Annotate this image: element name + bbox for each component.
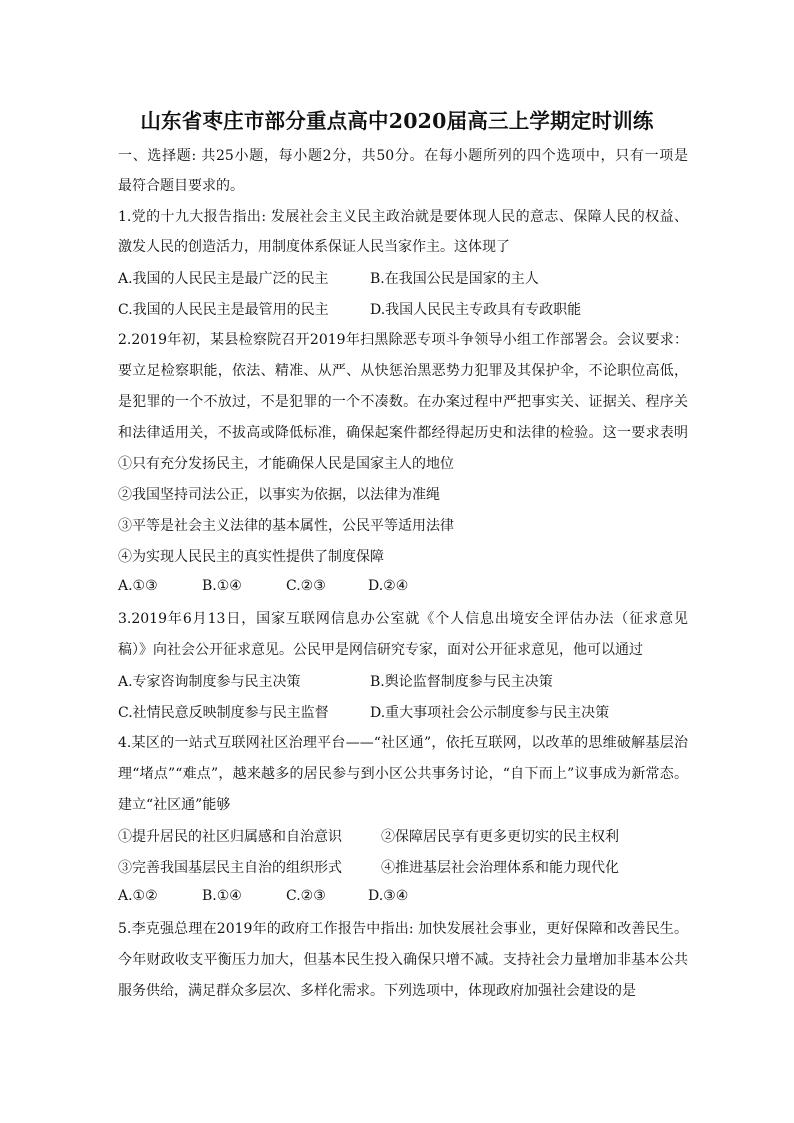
q3-option-a: A.专家咨询制度参与民主决策 [118,674,301,690]
q3-option-d: D.重大事项社会公示制度参与民主决策 [370,705,610,721]
q2-stem-line-3: 是犯罪的一个不放过，不是犯罪的一个不凑数。在办案过程中严把事实关、证据关、程序关 [118,394,688,410]
q4-statement-4: ④推进基层社会治理体系和能力现代化 [381,860,619,876]
section-instructions-line-2: 最符合题目要求的。 [118,178,244,194]
q2-statement-1: ①只有充分发扬民主，才能确保人民是国家主人的地位 [118,456,454,472]
q4-option-b: B.①④ [202,888,242,904]
q2-statement-3: ③平等是社会主义法律的基本属性，公民平等适用法律 [118,518,454,534]
q4-stem-line-2: 理“堵点”“难点”，越来越多的居民参与到小区公共事务讨论，“自下而上”议事成为新常态。 [118,766,688,782]
q2-option-a: A.①③ [118,578,158,594]
q4-statement-3: ③完善我国基层民主自治的组织形式 [118,860,342,876]
q1-option-c: C.我国的人民民主是最管用的民主 [118,302,329,318]
q3-option-c: C.社情民意反映制度参与民主监督 [118,705,329,721]
q1-option-a: A.我国的人民民主是最广泛的民主 [118,271,329,287]
q3-option-b: B.舆论监督制度参与民主决策 [370,674,553,690]
q2-statement-2: ②我国坚持司法公正，以事实为依据，以法律为准绳 [118,487,440,503]
q1-option-b: B.在我国公民是国家的主人 [370,271,539,287]
q4-option-d: D.③④ [368,888,409,904]
q4-option-a: A.①② [118,888,158,904]
q2-statement-4: ④为实现人民民主的真实性提供了制度保障 [118,549,384,565]
q5-stem-line-1: 5.李克强总理在2019年的政府工作报告中指出: 加快发展社会事业，更好保障和改善民生。 [118,921,688,937]
q2-option-d: D.②④ [368,578,409,594]
q4-stem-line-1: 4.某区的一站式互联网社区治理平台——“社区通”，依托互联网，以改革的思维破解基层治 [118,735,688,751]
q4-statement-1: ①提升居民的社区归属感和自治意识 [118,829,342,845]
q4-option-c: C.②③ [286,888,326,904]
q2-stem-line-2: 要立足检察职能，依法、精准、从严、从快惩治黑恶势力犯罪及其保护伞，不论职位高低， [118,363,688,379]
q5-stem-line-2: 今年财政收支平衡压力加大，但基本民生投入确保只增不减。支持社会力量增加非基本公共 [118,952,688,968]
q4-stem-line-3: 建立“社区通”能够 [118,797,231,813]
q2-option-b: B.①④ [202,578,242,594]
section-instructions-line-1: 一、选择题: 共25小题，每小题2分，共50分。在每小题所列的四个选项中，只有一项是 [118,148,688,164]
q3-stem-line-1: 3.2019年6月13日，国家互联网信息办公室就《个人信息出境安全评估办法（征求意见 [118,611,688,627]
q1-option-d: D.我国人民民主专政具有专政职能 [370,302,582,318]
q3-stem-line-2: 稿）》向社会公开征求意见。公民甲是网信研究专家，面对公开征求意见，他可以通过 [118,642,643,658]
q5-stem-line-3: 服务供给，满足群众多层次、多样化需求。下列选项中，体现政府加强社会建设的是 [118,983,636,999]
page-title: 山东省枣庄市部分重点高中2020届高三上学期定时训练 [140,109,654,133]
q2-stem-line-4: 和法律适用关，不拔高或降低标准，确保起案件都经得起历史和法律的检验。这一要求表明 [118,425,688,441]
q1-stem-line-1: 1.党的十九大报告指出: 发展社会主义民主政治就是要体现人民的意志、保障人民的权益、 [118,209,688,225]
q2-stem-line-1: 2.2019年初，某县检察院召开2019年扫黑除恶专项斗争领导小组工作部署会。会议要求： [118,332,688,348]
q2-option-c: C.②③ [286,578,326,594]
q1-stem-line-2: 激发人民的创造活力，用制度体系保证人民当家作主。这体现了 [118,239,510,255]
q4-statement-2: ②保障居民享有更多更切实的民主权利 [381,829,619,845]
